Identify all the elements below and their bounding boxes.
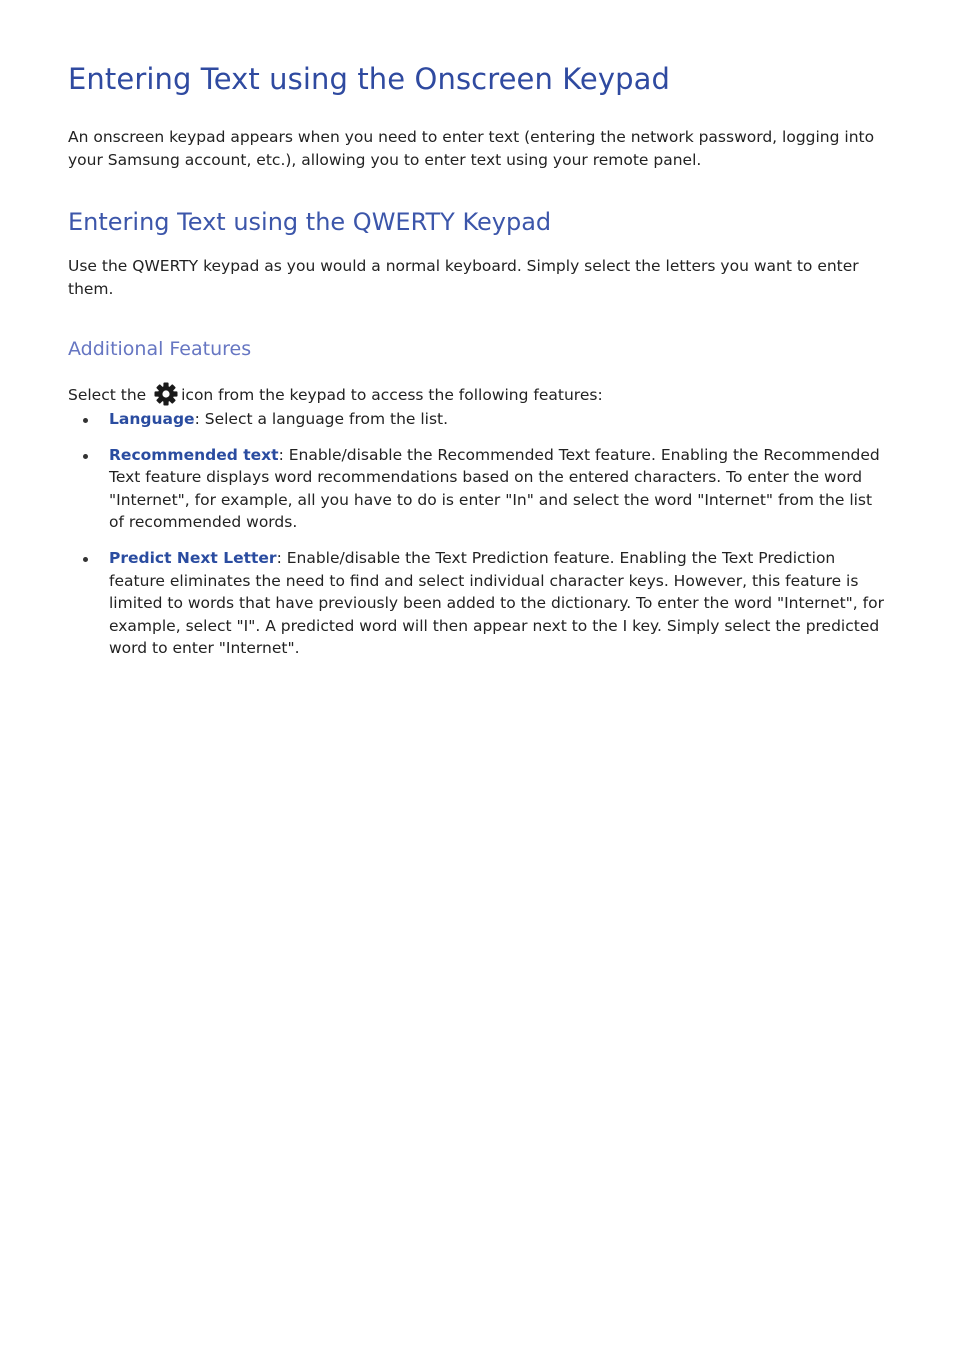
feature-description-predict-next-letter: : Enable/disable the Text Prediction feature. Enabling the Text Prediction feature eliminates the need to find and select individual character keys. However, this feature is limited to words that have previously been added to the dictionary. To enter the word "Internet", for example, select "I". A predicted word will then appear next to the I key. Simply select the predicted word to enter "Internet". [109,548,884,658]
feature-list [68,408,888,660]
select-text-after: icon from the keypad to access the following features: [181,386,603,404]
select-text-before: Select the [68,386,147,404]
list-item-language [68,408,888,431]
qwerty-paragraph: Use the QWERTY keypad as you would a normal keyboard. Simply select the letters you want to enter them. [68,257,859,298]
section-heading-qwerty: Entering Text using the QWERTY Keypad [68,208,552,236]
feature-description-language: : Select a language from the list. [194,410,449,428]
page-title: Entering Text using the Onscreen Keypad [68,62,671,96]
intro-paragraph: An onscreen keypad appears when you need to enter text (entering the network password, logging into your Samsung account, etc.), allowing you to enter text using your remote panel. [68,128,875,169]
bullet-dot [83,418,88,423]
feature-term-language: Language [109,410,195,428]
select-icon-paragraph [68,382,888,407]
feature-term-recommended-text: Recommended text [109,445,279,464]
bullet-dot [83,557,88,562]
gear-icon [153,382,179,406]
list-item-recommended-text [68,444,888,534]
list-item-predict-next-letter [68,547,888,660]
feature-term-predict-next-letter: Predict Next Letter [109,548,277,567]
feature-description-recommended-text: : Enable/disable the Recommended Text feature. Enabling the Recommended Text feature displays word recommendations based on the entered characters. To enter the word "Internet", for example, all you have to do is enter "In" and select the word "Internet" from the list of recommended words. [109,445,880,532]
bullet-dot [83,454,88,459]
subsection-heading-additional-features: Additional Features [68,338,252,360]
